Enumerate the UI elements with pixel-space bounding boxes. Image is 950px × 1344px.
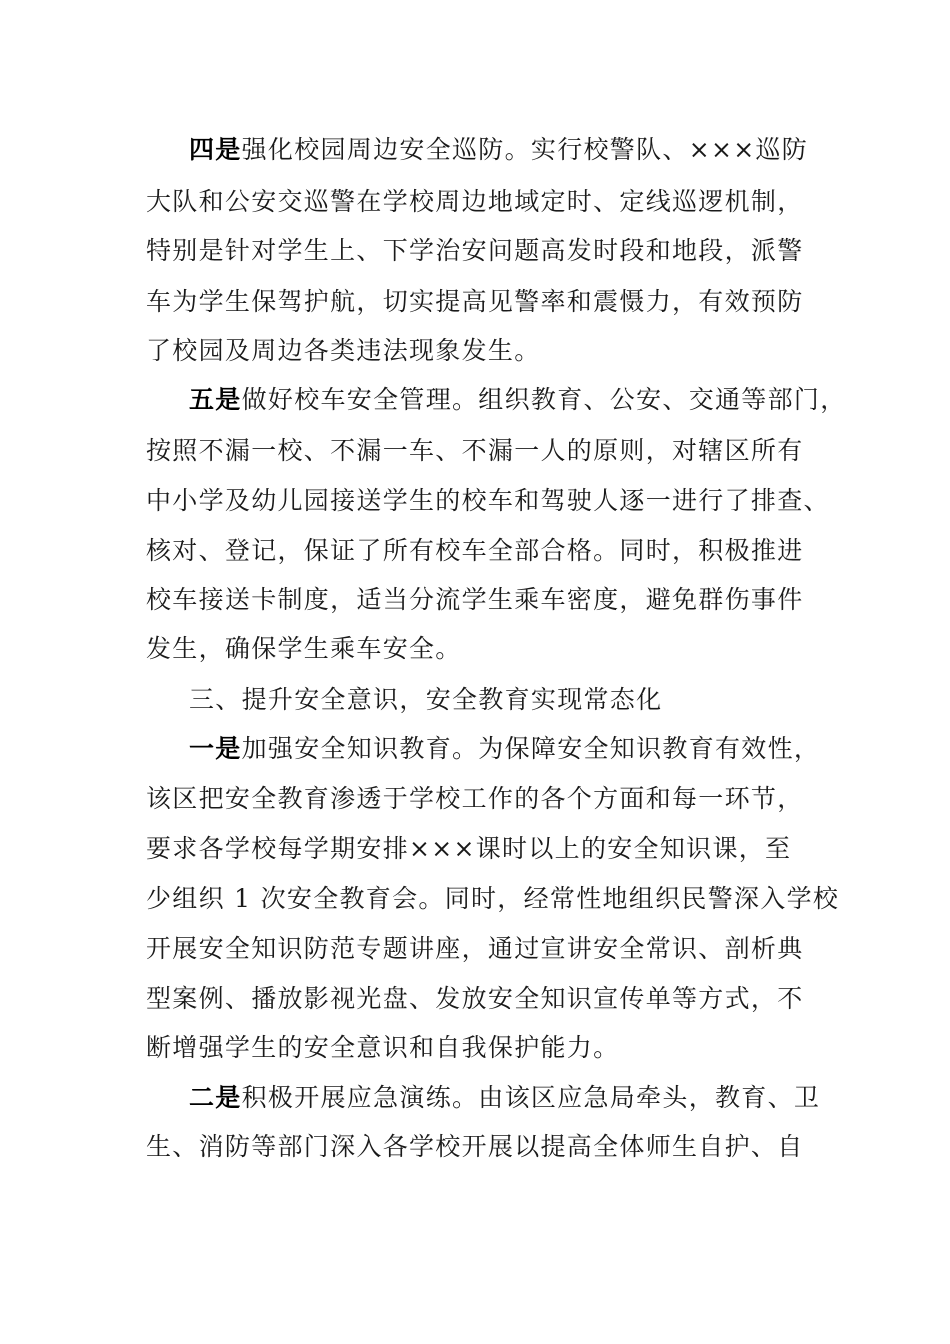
paragraph-1-line-4: 少组织 1 次安全教育会。同时，经常性地组织民警深入学校	[146, 884, 840, 913]
paragraph-5-line-2: 按照不漏一校、不漏一车、不漏一人的原则，对辖区所有	[146, 436, 804, 465]
paragraph-4-line-2: 大队和公安交巡警在学校周边地域定时、定线巡逻机制，	[146, 187, 804, 216]
paragraph-5-line-6: 发生，确保学生乘车安全。	[146, 634, 462, 663]
section-heading: 三、提升安全意识，安全教育实现常态化	[189, 685, 663, 714]
paragraph-1-line-1	[189, 729, 820, 769]
paragraph-1-line-5: 开展安全知识防范专题讲座，通过宣讲安全常识、剖析典	[146, 934, 804, 963]
paragraph-1-line-3: 要求各学校每学期安排×××课时以上的安全知识课，至	[146, 834, 792, 863]
paragraph-lead: 一是	[189, 734, 242, 763]
paragraph-lead: 五是	[189, 385, 242, 414]
line-text: 做好校车安全管理。组织教育、公安、交通等部门，	[241, 385, 847, 414]
paragraph-4-line-4: 车为学生保驾护航，切实提高见警率和震慑力，有效预防	[146, 287, 804, 316]
line-text: 加强安全知识教育。为保障安全知识教育有效性，	[241, 734, 821, 763]
paragraph-4-line-5: 了校园及周边各类违法现象发生。	[146, 336, 541, 365]
paragraph-1-line-6: 型案例、播放影视光盘、发放安全知识宣传单等方式，不	[146, 984, 804, 1013]
line-text: 强化校园周边安全巡防。实行校警队、×××巡防	[241, 135, 809, 164]
paragraph-5-line-4: 核对、登记，保证了所有校车全部合格。同时，积极推进	[146, 536, 804, 565]
paragraph-5-line-5: 校车接送卡制度，适当分流学生乘车密度，避免群伤事件	[146, 585, 804, 614]
paragraph-1-line-2: 该区把安全教育渗透于学校工作的各个方面和每一环节，	[146, 784, 804, 813]
line-text: 积极开展应急演练。由该区应急局牵头，教育、卫	[241, 1083, 821, 1112]
paragraph-lead: 二是	[189, 1083, 242, 1112]
paragraph-4-line-1	[189, 130, 808, 170]
paragraph-5-line-3: 中小学及幼儿园接送学生的校车和驾驶人逐一进行了排查、	[146, 486, 830, 515]
paragraph-1-line-7: 断增强学生的安全意识和自我保护能力。	[146, 1033, 620, 1062]
paragraph-5-line-1	[189, 380, 847, 420]
paragraph-lead: 四是	[189, 135, 242, 164]
paragraph-4-line-3: 特别是针对学生上、下学治安问题高发时段和地段，派警	[146, 236, 804, 265]
paragraph-2-line-2: 生、消防等部门深入各学校开展以提高全体师生自护、自	[146, 1132, 804, 1161]
paragraph-2-line-1	[189, 1078, 820, 1118]
